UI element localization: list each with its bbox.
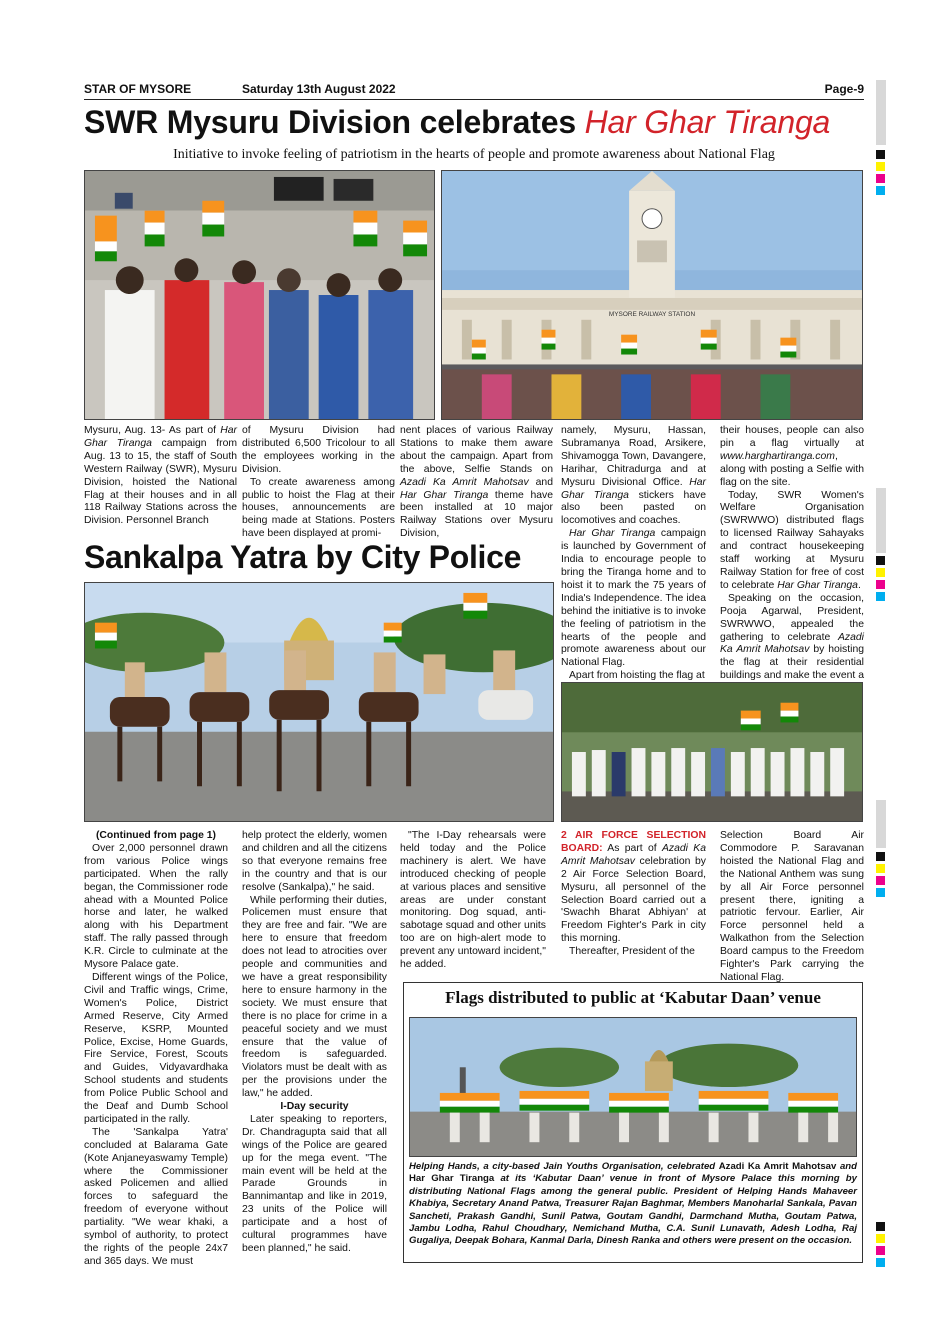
registration-marks [876,150,885,198]
mysore-railway-station-photo [442,171,862,419]
margin-grey-bar [876,488,886,553]
story2-col3-para-1: "The I-Day rehearsals were held today and the Police machinery is alert. We have introduced checking of people at various places and sensitive areas are under constant monitoring. Dog squad, anti-sabotage squad and other units too are on high-alert mode to prevent any untoward incident," he added. [400,830,546,971]
story2-col2-para-1: help protect the elderly, women and children and all the citizens so that everyone remains free in the country and that is our resolve (Sankalpa)," he said. [242,830,387,893]
story1-column-5 [720,425,865,682]
photo-air-force [561,682,863,822]
story3-col1-text-b: Azadi Ka Amrit Mahotsav [561,842,707,867]
story2-continued: (Continued from page 1) [95,830,217,841]
paper-name: STAR OF MYSORE [84,82,192,96]
story3-org-label: 2 AIR FORCE SELECTION BOARD: [561,830,706,854]
story1-column-3 [400,425,553,540]
registration-marks [876,1222,885,1270]
story2-col1-para-1: Over 2,000 personnel drawn from various Police wings participated. When the rally began, the Commissioner rode ahead with a Mounted Police horse and later, he walked along with his Department staff. The rally passed through K.R. Circle to culminate at the Mysore Palace gate. [84,842,228,971]
story1-col5-text-f: Speaking on the occasion, Pooja Agarwal, President, SWRWWO, appealed the gathering to celebrate [720,592,864,643]
masthead [84,80,864,98]
story2-column-3 [400,830,546,980]
story1-col5-text-h: by hoisting the flag at their residential buildings and make the event a [720,644,865,682]
story3-column-2 [720,830,864,983]
story3-col1-text-d: Thereafter, President of the [569,946,695,958]
mounted-police-rally-photo [85,583,553,821]
photo-railway-staff [84,170,435,420]
margin-grey-bar [876,80,886,145]
story1-col4-text-a: namely, Mysuru, Hassan, Subramanya Road, Arsikere, Shivamogga Town, Davangere, Harihar, Chitradurga and at Mysuru Divisional Office. [561,425,706,488]
story1-col3-text-c: and [528,476,553,488]
story1-col3-text-d: Har Ghar Tiranga [400,489,489,501]
story1-col4-text-d: Har Ghar Tiranga [569,528,656,540]
air-force-personnel-photo [562,683,862,821]
story3-col2-para-1: Selection Board Air Commodore P. Saravanan hoisted the National Flag and the National Anthem was sung by all Air Force personnel present there, igniting a patriotic fervour. Earlier, Air Force personnel held a Walkathon from the Selection Board campus to the Freedom Fighter's Park carrying the National Flag. [720,830,864,983]
caption-text-c: and [836,1161,857,1172]
registration-marks [876,852,885,900]
story1-col3-text-a: nent places of various Railway Stations to make them aware about the campaign. Apart from the above, Selfie Stands on [400,425,553,475]
caption-text-b: Azadi Ka Amrit Mahotsav [718,1161,837,1172]
caption-text-e: at its ‘Kabutar Daan’ venue in front of Mysore Palace this morning by distributing National Flags among the general public. President of Helping Hands Mahaveer Khabiya, Secretary Anand Patwa, Treasurer Rajan Baghmar, Members Manoharlal Sankala, Pavan Sancheti, Prakash Gandhi, Sunil Patwa, Goutam Gandhi, Darmchand Mutha, Goutam Patwa, Jambu Lodha, Rahul Choudhary, Nemichand Mutha, C.A. Sunil Lunavath, Adesh Lodha, Raj Gugaliya, Deepak Bohara, Kanmal Darla, Dinesh Ranka and others were present on the occasion. [409,1173,857,1247]
story1-col5-link: www.harghartiranga.com [720,450,835,462]
headline-sankalpa: Sankalpa Yatra by City Police [84,539,522,575]
story1-col1-text-a: Mysuru, Aug. 13- As part of [84,425,217,436]
masthead-rule [84,99,864,100]
registration-marks [876,556,885,604]
caption-text-a: Helping Hands, a city-based Jain Youths Organisation, celebrated [409,1161,719,1172]
headline-swr-black: SWR Mysuru Division celebrates [84,104,576,140]
issue-date: Saturday 13th August 2022 [242,82,396,96]
story3-col1-text-a: As part of [602,842,662,854]
railway-staff-with-flags-photo [85,171,434,419]
photo-kabutar-daan [409,1017,857,1157]
story1-col2-para-1: of Mysuru Division had distributed 6,500 Tricolour to all the employees working in the Division. [242,425,395,475]
story1-col4-text-f: Apart from hoisting the flag at [569,670,705,682]
story1-column-2 [242,425,395,540]
story1-col3-text-b: Azadi Ka Amrit Mahotsav [400,476,529,488]
story2-subhead-iday: I-Day security [280,1101,349,1113]
story1-col5-text-e: . [857,579,861,591]
story1-col3-text-e: theme have been installed at 10 major Railway Stations over Mysuru Division, [400,489,553,540]
margin-grey-bar [876,800,886,848]
story2-col1-para-3: The 'Sankalpa Yatra' concluded at Balarama Gate (Kote Anjaneyaswamy Temple) where the Commissioner asked Policemen and allied forces to safeguard the freedom of everyone without partiality. "We wear khaki, a symbol of authority, to protect the rights of the people 24x7 and 365 days. We must [84,1126,228,1267]
story1-col4-text-e: campaign is launched by Government of India to encourage people to bring the Tiranga home and to hoist it to mark the 75 years of India's Independence. The idea behind the initiative is to invoke the feeling of patriotism in the hearts of the people and promote awareness about our National Flag. [561,528,706,669]
headline-swr [84,104,874,141]
story1-col1-text-c: campaign from Aug. 13 to 15, the staff of South Western Railway (SWR), Mysuru Division, hoisted the National Flag at their houses and in all 118 Railway Stations across the Division. Personnel Branch [84,437,237,527]
story2-col2-para-3: Later speaking to reporters, Dr. Chandragupta said that all wings of the Police are geared up for the mega event. "The main event will be held at the Parade Grounds in Bannimantap and like in 2019, 23 units of the Police will participate and a host of cultural programmes have been planned," he said. [242,1113,387,1254]
story1-col4-text-b: Har Ghar Tiranga [561,476,706,501]
page-number: Page-9 [824,82,864,96]
story3-column-1 [561,830,706,980]
story1-col2-para-2: To create awareness among public to hoist the Flag at their houses, announcements are being made at Stations. Posters have been displayed at promi- [242,476,395,540]
story2-col1-para-2: Different wings of the Police, Civil and Traffic wings, Crime, Women's Police, District Armed Reserve, City Armed Reserve, KSRP, Mounted Police, Excise, Home Guards, Fire Service, Forest, Scouts and Guides, Vidyavardhaka School students and students from Police Public School and the Deaf and Dumb School participated in the rally. [84,971,228,1125]
caption-text-d: Har Ghar Tiranga [409,1173,495,1185]
headline-swr-red: Har Ghar Tiranga [584,104,831,140]
photo-railway-station [441,170,863,420]
story1-col5-text-c: Today, SWR Women's Welfare Organisation (SWRWWO) distributed flags to licensed Railway Sahayaks and contract housekeeping staff working at Mysuru Railway Station for free of cost to celebrate [720,489,864,591]
story3-col1-text-c: celebration by 2 Air Force Selection Board, Mysuru, all personnel of the Selection Board carried out a 'Swachh Bharat Abhiyan' at Freedom Fighter's Park in city this morning. [561,855,706,945]
station-sign-text: MYSORE RAILWAY STATION [608,310,696,318]
story2-column-2 [242,830,387,1270]
story1-column-1 [84,425,237,533]
story1-col1-text-b: Har Ghar Tiranga [84,425,238,449]
subhead-swr: Initiative to invoke feeling of patriotism in the hearts of people and promote awareness about National Flag [173,147,775,162]
kabutar-daan-box [403,982,863,1263]
kabutar-daan-headline: Flags distributed to public at ‘Kabutar Daan’ venue [445,988,821,1007]
story1-col5-text-d: Har Ghar Tiranga [777,579,858,591]
kabutar-daan-group-photo [410,1018,856,1156]
story1-col4-text-c: stickers have also been pasted on locomotives and coaches. [561,489,706,527]
story1-column-4 [561,425,706,682]
story1-col5-text-g: Azadi Ka Amrit Mahotsav [720,631,864,656]
story2-col2-para-2: While performing their duties, Policemen must ensure that they are free and fair. "We are here to ensure that freedom does not lead to atrocities over people and communities and we have a great responsibility here to ensure harmony in the society. We must ensure that there is no place for crime in a peaceful society and we must ensure that the value of freedom is safeguarded. Violators must be dealt with as per the provisions under the law," he added. [242,894,387,1100]
story1-col5-text-b: , along with posting a Selfie with flag on the site. [720,450,864,488]
kabutar-daan-caption [409,1161,857,1248]
photo-mounted-police [84,582,554,822]
story1-col5-text-a: their houses, people can also pin a flag virtually at [720,425,864,449]
story2-column-1 [84,830,228,1270]
